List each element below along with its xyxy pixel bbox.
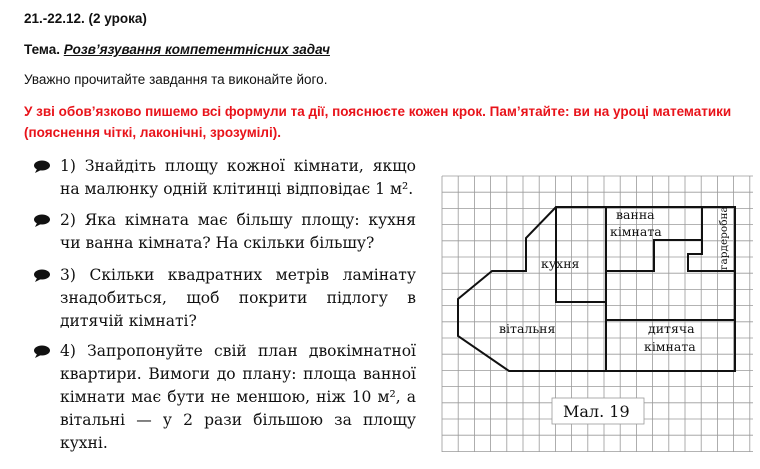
task-2-text: Яка кімната має більшу площу: кухня чи ванна кімната? На скільки більшу? <box>60 211 416 252</box>
task-1-text: Знайдіть площу кожної кімнати, якщо на малюнку одній клітинці відповідає 1 м². <box>60 157 416 198</box>
task-3-number: 3) <box>60 266 76 284</box>
intro-text: Уважно прочитайте завдання та виконайте його. <box>24 72 328 87</box>
task-1-number: 1) <box>60 157 76 175</box>
task-1-content <box>34 155 416 201</box>
task-3-content <box>34 264 416 333</box>
speech-bubble-icon <box>33 160 51 173</box>
topic-title: Розв’язування компетентнісних задач <box>63 42 330 57</box>
task-1 <box>34 155 416 201</box>
topic-label: Тема. <box>24 42 60 57</box>
task-4-content <box>34 340 416 455</box>
lesson-topic <box>24 42 330 57</box>
speech-bubble-icon <box>33 269 51 282</box>
bathroom-label-2: кімната <box>610 224 662 239</box>
speech-bubble-icon <box>33 345 51 358</box>
kitchen-wall <box>556 207 606 302</box>
task-3 <box>34 264 416 333</box>
apartment-plan <box>430 170 760 460</box>
task-2 <box>34 209 416 255</box>
task-4-number: 4) <box>60 342 76 360</box>
kitchen-label: кухня <box>541 256 580 271</box>
task-2-content <box>34 209 416 255</box>
wardrobe-label: гардеробна <box>718 206 730 270</box>
lesson-date: 21.-22.12. (2 урока) <box>24 11 147 26</box>
speech-bubble-icon <box>33 214 51 227</box>
bathroom-label-1: ванна <box>616 207 655 222</box>
figure-caption: Мал. 19 <box>563 402 630 421</box>
living-room-label: вітальня <box>499 321 556 336</box>
task-4 <box>34 340 416 455</box>
task-4-text: Запропонуйте свій план двокімнатної квартири. Вимоги до плану: площа ванної кімнати має бути не меншою, ніж 10 м², а вітальні — у 2 рази більшою за площу кухні. <box>60 342 416 452</box>
warning-text: У зві обов’язково пишемо всі формули та дії, пояснюєте кожен крок. Пам’ятайте: ви на уроці математики (пояснення чіткі, лаконічні, зрозумілі). <box>24 104 732 140</box>
kids-room-label-1: дитяча <box>648 321 695 336</box>
task-2-number: 2) <box>60 211 76 229</box>
kids-room-label-2: кімната <box>644 339 696 354</box>
task-3-text: Скільки квадратних метрів ламінату знадобиться, щоб покрити підлогу в дитячій кімнаті? <box>60 266 416 330</box>
